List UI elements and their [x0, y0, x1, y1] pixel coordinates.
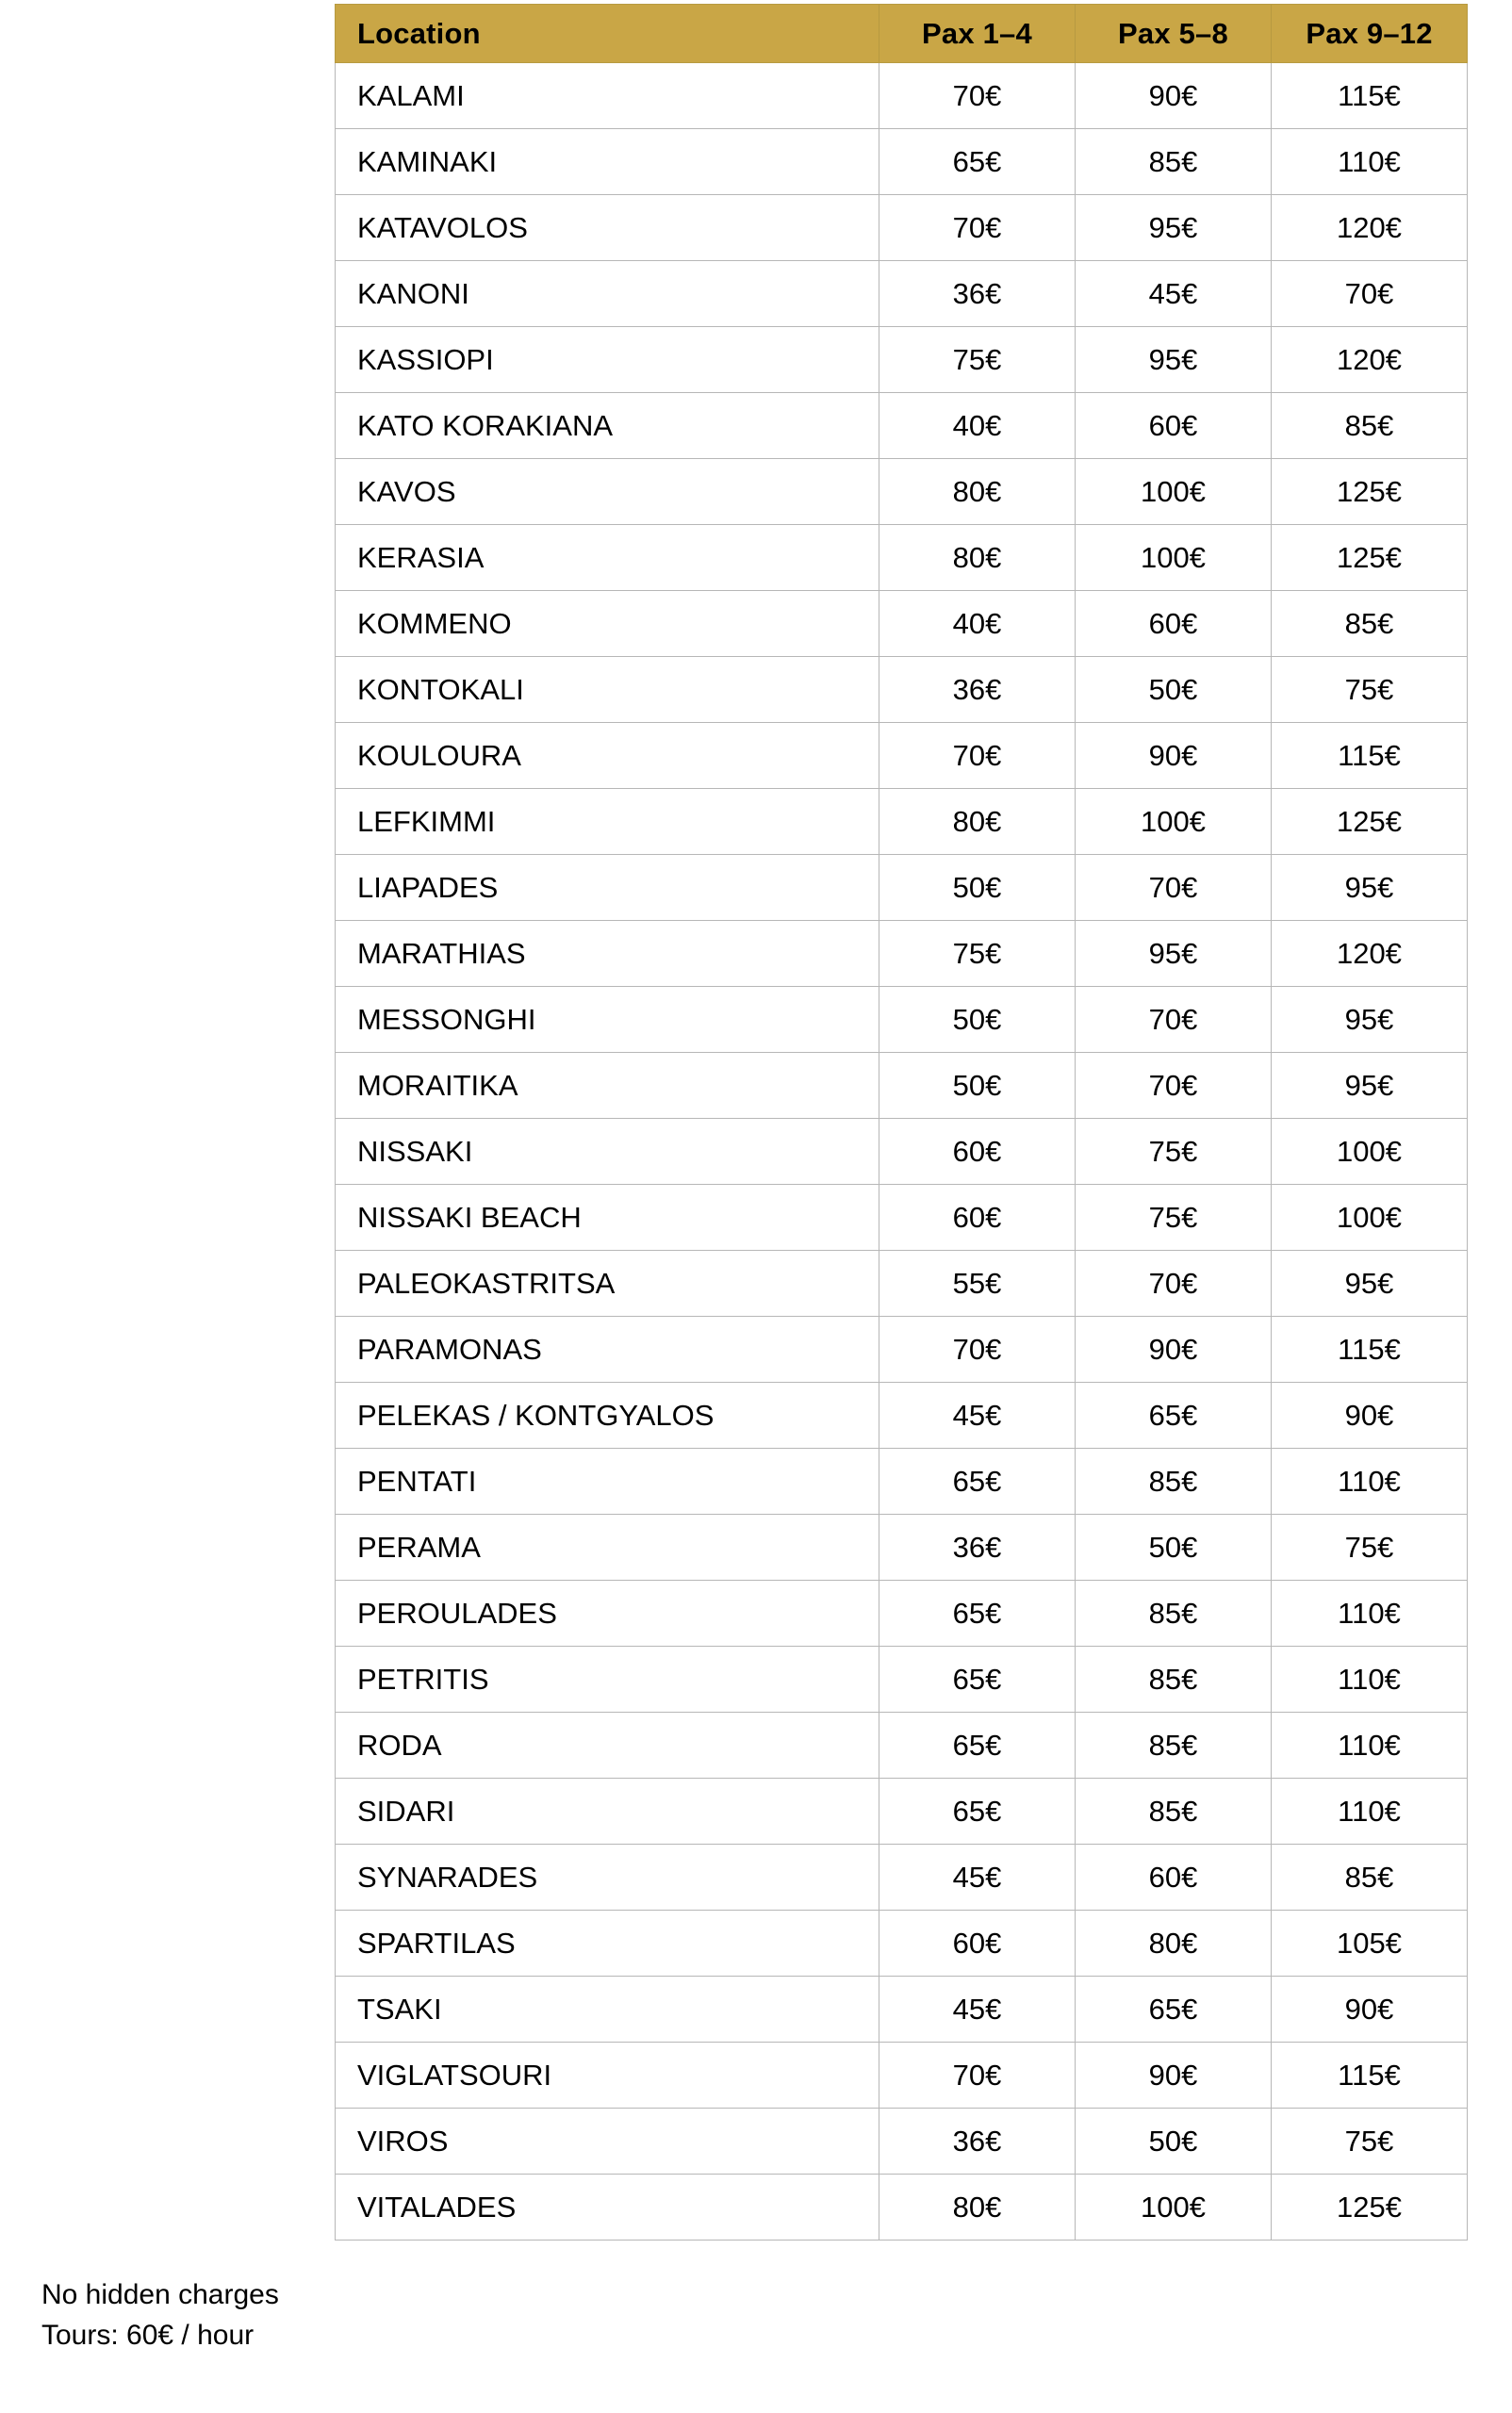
- cell-price-pax-5-8: 95€: [1076, 921, 1272, 987]
- table-row: [336, 921, 1468, 987]
- cell-price-pax-1-4: 50€: [879, 855, 1076, 921]
- cell-price-pax-5-8: 85€: [1076, 1581, 1272, 1647]
- cell-price-pax-1-4: 40€: [879, 591, 1076, 657]
- cell-price-pax-9-12: 95€: [1272, 855, 1468, 921]
- table-row: [336, 987, 1468, 1053]
- cell-price-pax-9-12: 100€: [1272, 1119, 1468, 1185]
- cell-price-pax-1-4: 45€: [879, 1383, 1076, 1449]
- cell-price-pax-9-12: 110€: [1272, 1779, 1468, 1845]
- table-row: [336, 129, 1468, 195]
- table-row: [336, 1581, 1468, 1647]
- cell-price-pax-9-12: 120€: [1272, 921, 1468, 987]
- cell-price-pax-9-12: 115€: [1272, 723, 1468, 789]
- table-row: [336, 2109, 1468, 2175]
- cell-price-pax-9-12: 85€: [1272, 1845, 1468, 1911]
- cell-price-pax-9-12: 85€: [1272, 591, 1468, 657]
- cell-price-pax-1-4: 36€: [879, 657, 1076, 723]
- cell-location: SIDARI: [336, 1779, 879, 1845]
- table-row: [336, 723, 1468, 789]
- cell-location: MORAITIKA: [336, 1053, 879, 1119]
- cell-price-pax-5-8: 50€: [1076, 2109, 1272, 2175]
- cell-location: TSAKI: [336, 1977, 879, 2043]
- cell-location: RODA: [336, 1713, 879, 1779]
- table-row: [336, 1053, 1468, 1119]
- cell-location: PENTATI: [336, 1449, 879, 1515]
- cell-price-pax-5-8: 85€: [1076, 1779, 1272, 1845]
- cell-price-pax-1-4: 45€: [879, 1845, 1076, 1911]
- cell-price-pax-5-8: 70€: [1076, 1053, 1272, 1119]
- cell-price-pax-5-8: 75€: [1076, 1185, 1272, 1251]
- cell-price-pax-5-8: 80€: [1076, 1911, 1272, 1977]
- table-row: [336, 1515, 1468, 1581]
- cell-price-pax-5-8: 90€: [1076, 2043, 1272, 2109]
- cell-location: NISSAKI: [336, 1119, 879, 1185]
- cell-price-pax-9-12: 125€: [1272, 2175, 1468, 2241]
- cell-price-pax-9-12: 95€: [1272, 1053, 1468, 1119]
- cell-price-pax-5-8: 100€: [1076, 2175, 1272, 2241]
- table-row: [336, 1977, 1468, 2043]
- cell-price-pax-1-4: 65€: [879, 1713, 1076, 1779]
- footer-note-line: No hidden charges: [41, 2279, 279, 2310]
- table-row: [336, 1779, 1468, 1845]
- cell-price-pax-5-8: 60€: [1076, 1845, 1272, 1911]
- table-row: [336, 1119, 1468, 1185]
- cell-price-pax-5-8: 50€: [1076, 1515, 1272, 1581]
- cell-price-pax-1-4: 36€: [879, 2109, 1076, 2175]
- cell-location: NISSAKI BEACH: [336, 1185, 879, 1251]
- cell-price-pax-1-4: 36€: [879, 261, 1076, 327]
- cell-price-pax-1-4: 70€: [879, 2043, 1076, 2109]
- cell-location: KATAVOLOS: [336, 195, 879, 261]
- cell-location: PALEOKASTRITSA: [336, 1251, 879, 1317]
- cell-price-pax-5-8: 70€: [1076, 1251, 1272, 1317]
- cell-price-pax-5-8: 85€: [1076, 129, 1272, 195]
- cell-price-pax-5-8: 60€: [1076, 393, 1272, 459]
- cell-price-pax-5-8: 65€: [1076, 1977, 1272, 2043]
- column-header-location: Location: [336, 5, 879, 63]
- cell-price-pax-9-12: 75€: [1272, 2109, 1468, 2175]
- footer-notes: [41, 2275, 279, 2356]
- cell-price-pax-1-4: 70€: [879, 63, 1076, 129]
- table-header: [336, 5, 1468, 63]
- cell-location: KOULOURA: [336, 723, 879, 789]
- table-row: [336, 1647, 1468, 1713]
- cell-location: KALAMI: [336, 63, 879, 129]
- cell-price-pax-9-12: 110€: [1272, 1713, 1468, 1779]
- cell-location: LEFKIMMI: [336, 789, 879, 855]
- table-row: [336, 1713, 1468, 1779]
- cell-price-pax-5-8: 85€: [1076, 1647, 1272, 1713]
- table-row: [336, 261, 1468, 327]
- cell-price-pax-5-8: 65€: [1076, 1383, 1272, 1449]
- cell-price-pax-9-12: 110€: [1272, 1449, 1468, 1515]
- cell-price-pax-1-4: 75€: [879, 921, 1076, 987]
- cell-price-pax-9-12: 95€: [1272, 1251, 1468, 1317]
- table-row: [336, 591, 1468, 657]
- cell-price-pax-1-4: 65€: [879, 1647, 1076, 1713]
- cell-location: VIROS: [336, 2109, 879, 2175]
- table-row: [336, 1845, 1468, 1911]
- cell-price-pax-9-12: 115€: [1272, 1317, 1468, 1383]
- transfer-price-table: [335, 4, 1468, 2241]
- cell-price-pax-9-12: 105€: [1272, 1911, 1468, 1977]
- table-row: [336, 195, 1468, 261]
- cell-price-pax-1-4: 70€: [879, 1317, 1076, 1383]
- cell-price-pax-9-12: 110€: [1272, 129, 1468, 195]
- cell-location: PETRITIS: [336, 1647, 879, 1713]
- cell-location: VITALADES: [336, 2175, 879, 2241]
- table-row: [336, 2043, 1468, 2109]
- cell-price-pax-1-4: 80€: [879, 789, 1076, 855]
- cell-price-pax-5-8: 70€: [1076, 987, 1272, 1053]
- cell-price-pax-9-12: 125€: [1272, 789, 1468, 855]
- cell-location: PARAMONAS: [336, 1317, 879, 1383]
- cell-price-pax-1-4: 60€: [879, 1185, 1076, 1251]
- cell-location: PEROULADES: [336, 1581, 879, 1647]
- cell-location: KOMMENO: [336, 591, 879, 657]
- cell-price-pax-9-12: 75€: [1272, 1515, 1468, 1581]
- table-row: [336, 855, 1468, 921]
- cell-price-pax-1-4: 36€: [879, 1515, 1076, 1581]
- cell-price-pax-1-4: 65€: [879, 129, 1076, 195]
- cell-price-pax-1-4: 55€: [879, 1251, 1076, 1317]
- cell-price-pax-5-8: 75€: [1076, 1119, 1272, 1185]
- table-row: [336, 1383, 1468, 1449]
- cell-price-pax-9-12: 90€: [1272, 1977, 1468, 2043]
- cell-price-pax-5-8: 90€: [1076, 1317, 1272, 1383]
- cell-price-pax-9-12: 75€: [1272, 657, 1468, 723]
- cell-price-pax-1-4: 70€: [879, 723, 1076, 789]
- cell-price-pax-1-4: 45€: [879, 1977, 1076, 2043]
- cell-price-pax-9-12: 125€: [1272, 459, 1468, 525]
- table-row: [336, 525, 1468, 591]
- cell-price-pax-9-12: 120€: [1272, 327, 1468, 393]
- cell-price-pax-1-4: 50€: [879, 1053, 1076, 1119]
- cell-price-pax-1-4: 65€: [879, 1449, 1076, 1515]
- cell-location: PELEKAS / KONTGYALOS: [336, 1383, 879, 1449]
- cell-price-pax-5-8: 70€: [1076, 855, 1272, 921]
- cell-price-pax-9-12: 125€: [1272, 525, 1468, 591]
- cell-price-pax-9-12: 95€: [1272, 987, 1468, 1053]
- cell-price-pax-5-8: 60€: [1076, 591, 1272, 657]
- cell-price-pax-1-4: 65€: [879, 1581, 1076, 1647]
- column-header-pax-9-12: Pax 9–12: [1272, 5, 1468, 63]
- table-row: [336, 459, 1468, 525]
- table-body: [336, 63, 1468, 2241]
- cell-price-pax-9-12: 120€: [1272, 195, 1468, 261]
- cell-price-pax-5-8: 85€: [1076, 1713, 1272, 1779]
- cell-location: KERASIA: [336, 525, 879, 591]
- cell-price-pax-5-8: 45€: [1076, 261, 1272, 327]
- cell-price-pax-9-12: 115€: [1272, 2043, 1468, 2109]
- cell-location: KAMINAKI: [336, 129, 879, 195]
- cell-price-pax-1-4: 80€: [879, 525, 1076, 591]
- cell-price-pax-9-12: 100€: [1272, 1185, 1468, 1251]
- table-row: [336, 1251, 1468, 1317]
- cell-price-pax-1-4: 50€: [879, 987, 1076, 1053]
- cell-location: MARATHIAS: [336, 921, 879, 987]
- table-row: [336, 2175, 1468, 2241]
- cell-price-pax-9-12: 110€: [1272, 1581, 1468, 1647]
- cell-location: PERAMA: [336, 1515, 879, 1581]
- cell-location: KATO KORAKIANA: [336, 393, 879, 459]
- cell-price-pax-9-12: 70€: [1272, 261, 1468, 327]
- table-row: [336, 657, 1468, 723]
- table-row: [336, 63, 1468, 129]
- cell-price-pax-5-8: 100€: [1076, 789, 1272, 855]
- cell-location: KASSIOPI: [336, 327, 879, 393]
- cell-price-pax-9-12: 85€: [1272, 393, 1468, 459]
- column-header-pax-1-4: Pax 1–4: [879, 5, 1076, 63]
- cell-location: VIGLATSOURI: [336, 2043, 879, 2109]
- cell-price-pax-1-4: 60€: [879, 1911, 1076, 1977]
- cell-price-pax-5-8: 100€: [1076, 525, 1272, 591]
- cell-location: KONTOKALI: [336, 657, 879, 723]
- cell-price-pax-5-8: 50€: [1076, 657, 1272, 723]
- cell-price-pax-1-4: 75€: [879, 327, 1076, 393]
- cell-location: SPARTILAS: [336, 1911, 879, 1977]
- cell-price-pax-1-4: 70€: [879, 195, 1076, 261]
- cell-location: SYNARADES: [336, 1845, 879, 1911]
- cell-price-pax-9-12: 115€: [1272, 63, 1468, 129]
- cell-price-pax-5-8: 100€: [1076, 459, 1272, 525]
- cell-price-pax-9-12: 110€: [1272, 1647, 1468, 1713]
- cell-location: KANONI: [336, 261, 879, 327]
- cell-price-pax-1-4: 40€: [879, 393, 1076, 459]
- table-row: [336, 789, 1468, 855]
- cell-price-pax-5-8: 90€: [1076, 723, 1272, 789]
- cell-price-pax-1-4: 80€: [879, 459, 1076, 525]
- cell-price-pax-5-8: 85€: [1076, 1449, 1272, 1515]
- cell-price-pax-1-4: 65€: [879, 1779, 1076, 1845]
- footer-note-line: Tours: 60€ / hour: [41, 2319, 255, 2351]
- cell-price-pax-5-8: 95€: [1076, 195, 1272, 261]
- cell-price-pax-9-12: 90€: [1272, 1383, 1468, 1449]
- cell-price-pax-1-4: 60€: [879, 1119, 1076, 1185]
- table-row: [336, 1911, 1468, 1977]
- cell-price-pax-5-8: 90€: [1076, 63, 1272, 129]
- cell-location: LIAPADES: [336, 855, 879, 921]
- table-header-row: [336, 5, 1468, 63]
- table-row: [336, 1317, 1468, 1383]
- table-row: [336, 1449, 1468, 1515]
- column-header-pax-5-8: Pax 5–8: [1076, 5, 1272, 63]
- cell-price-pax-1-4: 80€: [879, 2175, 1076, 2241]
- table-row: [336, 327, 1468, 393]
- cell-location: MESSONGHI: [336, 987, 879, 1053]
- table-row: [336, 1185, 1468, 1251]
- cell-location: KAVOS: [336, 459, 879, 525]
- table-row: [336, 393, 1468, 459]
- cell-price-pax-5-8: 95€: [1076, 327, 1272, 393]
